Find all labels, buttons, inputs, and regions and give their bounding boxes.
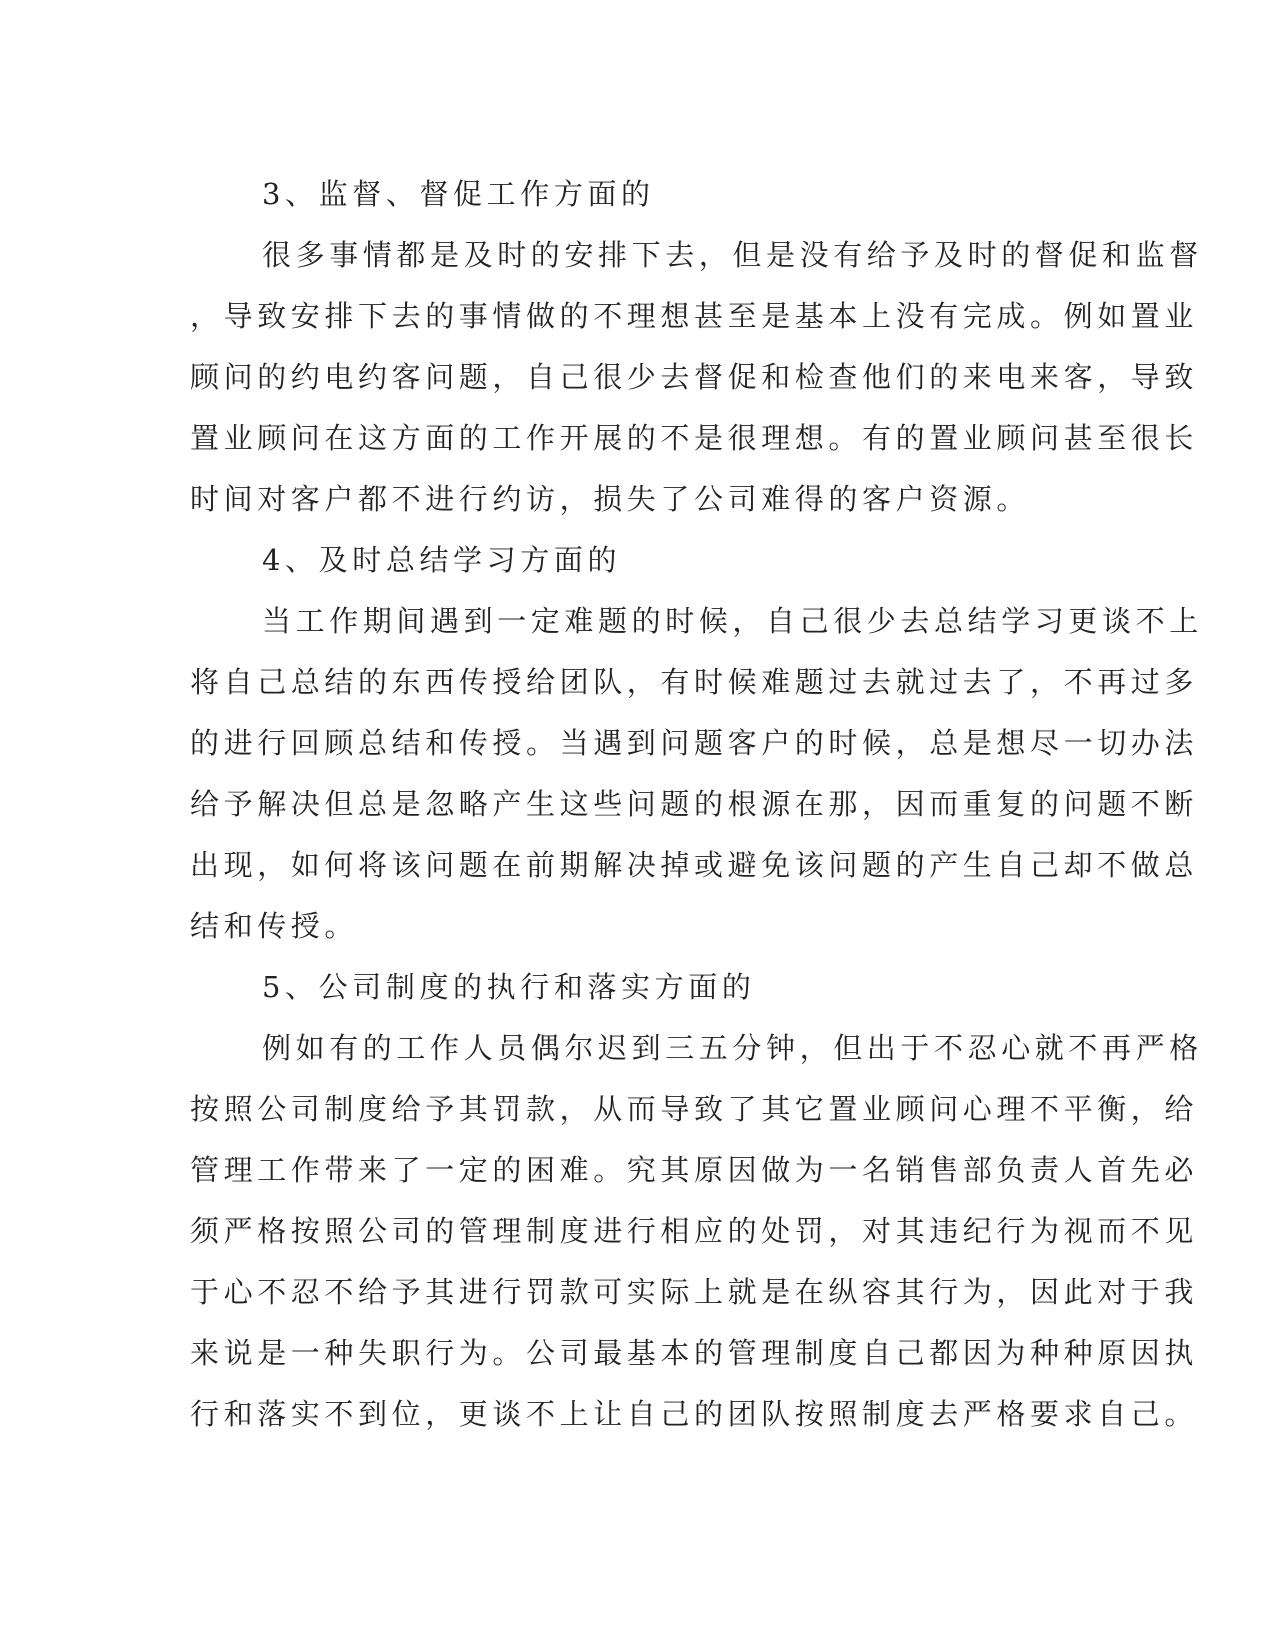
section-heading-3: 3、监督、督促工作方面的 (262, 177, 655, 211)
section-heading-5: 5、公司制度的执行和落实方面的 (262, 970, 756, 1004)
paragraph-line: ，导致安排下去的事情做的不理想甚至是基本上没有完成。例如置业 (190, 299, 1199, 333)
paragraph-line: 顾问的约电约客问题，自己很少去督促和检查他们的来电来客，导致 (190, 360, 1199, 394)
paragraph-line: 当工作期间遇到一定难题的时候，自己很少去总结学习更谈不上 (262, 604, 1203, 638)
paragraph-line: 须严格按照公司的管理制度进行相应的处罚，对其违纪行为视而不见 (190, 1214, 1199, 1248)
paragraph-line: 给予解决但总是忽略产生这些问题的根源在那，因而重复的问题不断 (190, 787, 1199, 821)
paragraph-line: 结和传授。 (190, 909, 359, 943)
paragraph-line: 的进行回顾总结和传授。当遇到问题客户的时候，总是想尽一切办法 (190, 726, 1199, 760)
paragraph-line: 出现，如何将该问题在前期解决掉或避免该问题的产生自己却不做总 (190, 848, 1199, 882)
paragraph-line: 例如有的工作人员偶尔迟到三五分钟，但出于不忍心就不再严格 (262, 1031, 1203, 1065)
paragraph-line: 时间对客户都不进行约访，损失了公司难得的客户资源。 (190, 482, 1031, 516)
paragraph-line: 置业顾问在这方面的工作开展的不是很理想。有的置业顾问甚至很长 (190, 421, 1199, 455)
paragraph-line: 将自己总结的东西传授给团队，有时候难题过去就过去了，不再过多 (190, 665, 1199, 699)
document-body (190, 164, 1203, 1445)
paragraph-line: 很多事情都是及时的安排下去，但是没有给予及时的督促和监督 (262, 238, 1203, 272)
section-heading-4: 4、及时总结学习方面的 (262, 543, 622, 577)
paragraph-line: 按照公司制度给予其罚款，从而导致了其它置业顾问心理不平衡，给 (190, 1092, 1199, 1126)
paragraph-line: 行和落实不到位，更谈不上让自己的团队按照制度去严格要求自己。 (190, 1397, 1199, 1431)
paragraph-line: 来说是一种失职行为。公司最基本的管理制度自己都因为种种原因执 (190, 1336, 1199, 1370)
paragraph-line: 于心不忍不给予其进行罚款可实际上就是在纵容其行为，因此对于我 (190, 1275, 1199, 1309)
paragraph-line: 管理工作带来了一定的困难。究其原因做为一名销售部负责人首先必 (190, 1153, 1199, 1187)
